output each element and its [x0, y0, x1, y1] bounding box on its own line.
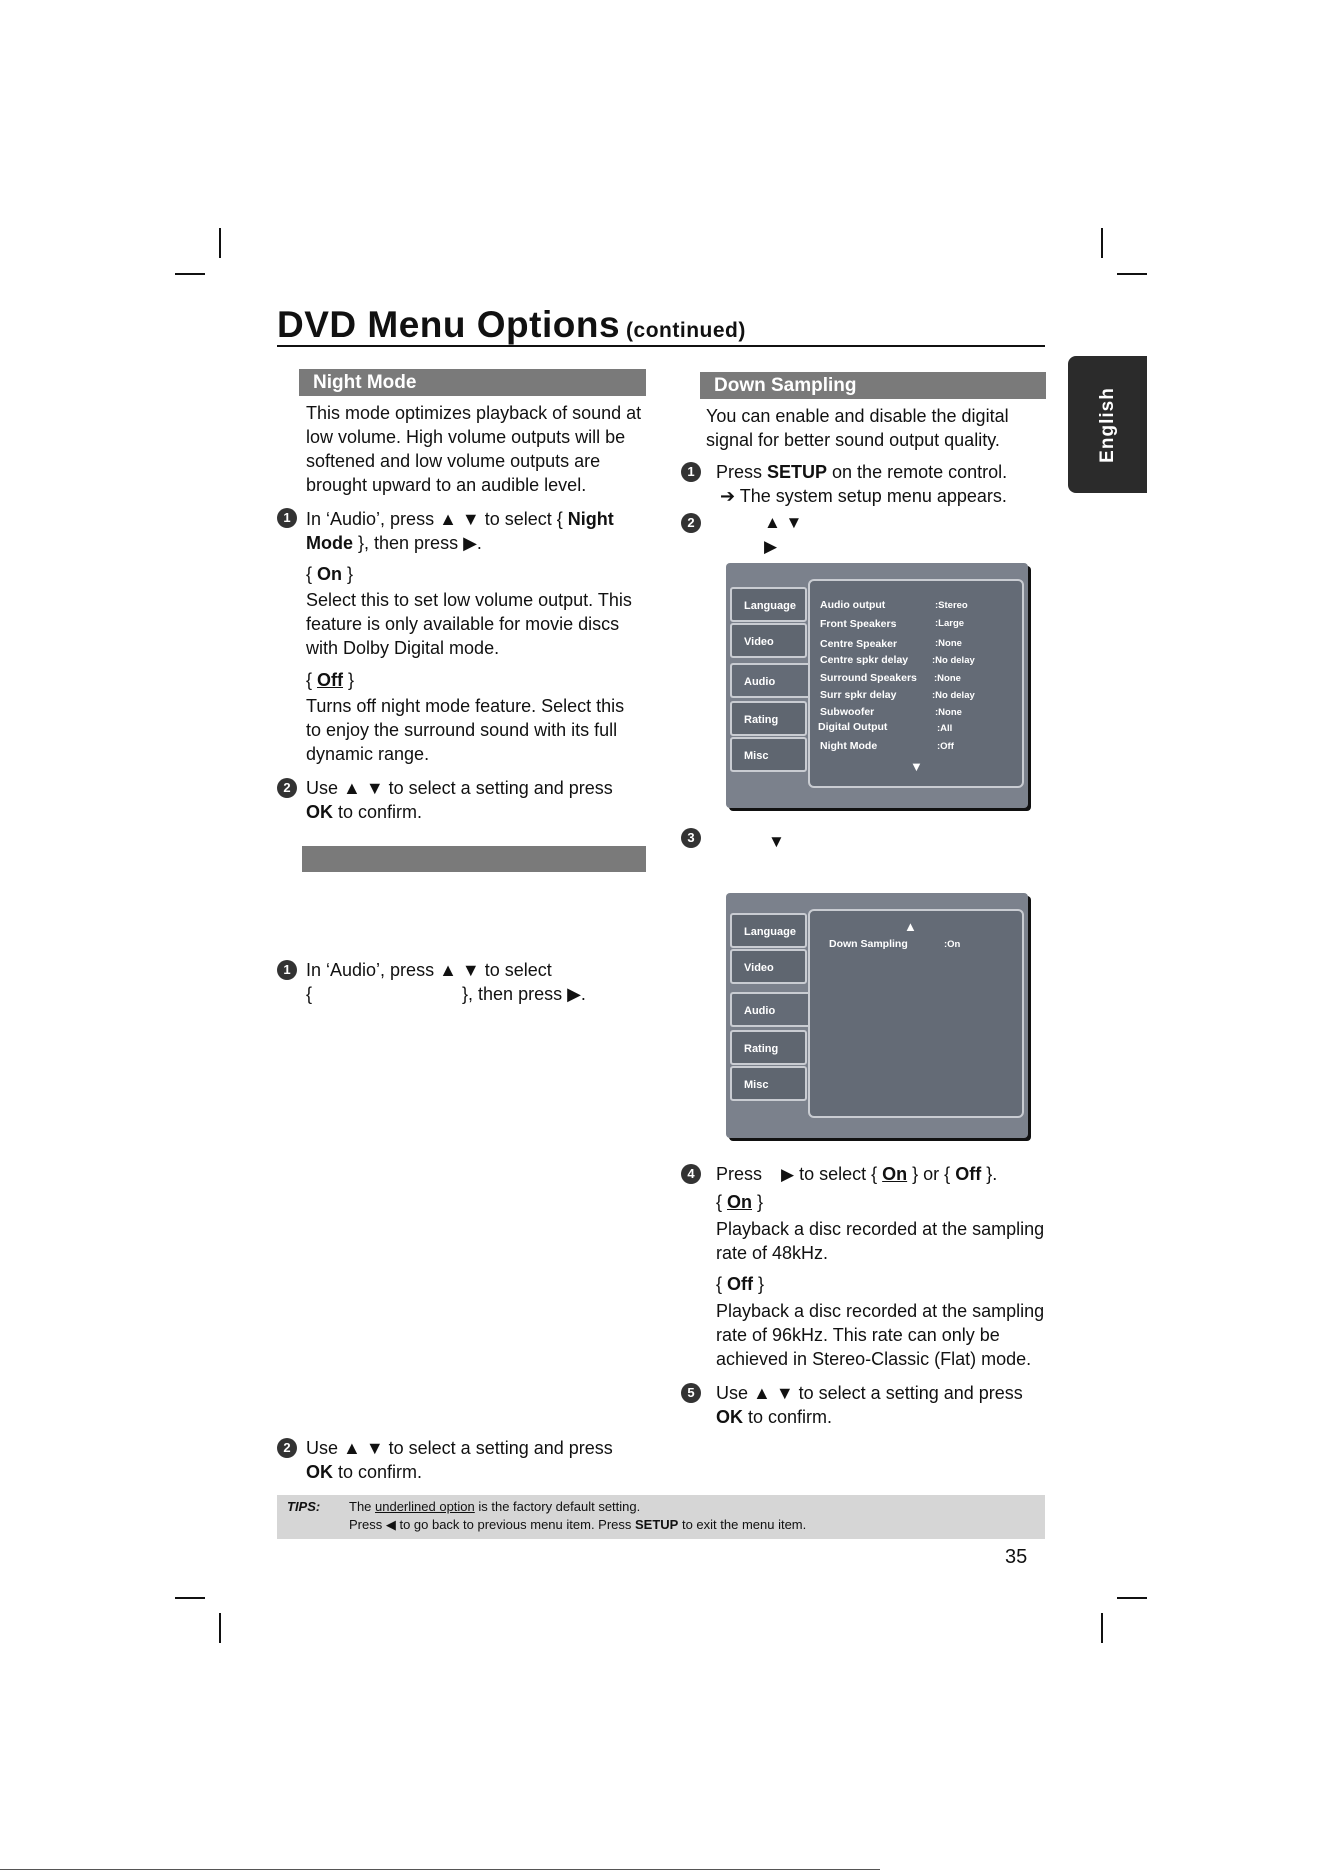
- menu-item-value: :No delay: [932, 690, 975, 701]
- menu-item-label[interactable]: Centre spkr delay: [820, 654, 909, 666]
- menu-item-label[interactable]: Centre Speaker: [820, 638, 898, 650]
- menu-item-label[interactable]: Night Mode: [820, 740, 878, 752]
- down-sampling-on-desc: Playback a disc recorded at the sampling rate of 48kHz.: [716, 1219, 1045, 1263]
- menu-tab-language[interactable]: Language: [730, 587, 807, 622]
- section-heading-bar: [302, 846, 646, 872]
- menu-item-value: :None: [934, 673, 961, 684]
- crop-mark: [1117, 1597, 1147, 1599]
- step-number: 5: [681, 1383, 701, 1403]
- step2-arrows: ▲ ▼: [764, 513, 803, 532]
- step-number: 2: [681, 513, 701, 533]
- down-sampling-heading: Down Sampling: [700, 372, 1046, 399]
- menu-item-label[interactable]: Digital Output: [818, 721, 888, 733]
- step-number: 1: [681, 462, 701, 482]
- scroll-up-arrow-icon[interactable]: ▲: [904, 919, 917, 934]
- menu-tab-misc[interactable]: Misc: [730, 737, 807, 772]
- menu-item-label[interactable]: Subwoofer: [820, 706, 875, 718]
- crop-mark: [219, 228, 221, 258]
- menu-item-value: :None: [935, 707, 962, 718]
- night-mode-intro: This mode optimizes playback of sound at low volume. High volume outputs will be softened and low volume outputs are brought upward to an audible level.: [306, 403, 642, 495]
- menu-item-label[interactable]: Down Sampling: [829, 938, 908, 950]
- menu-item-value: :None: [935, 638, 962, 649]
- night-mode-on-option: { On }: [306, 564, 354, 584]
- down-sampling-step5: Use ▲ ▼ to select a setting and press OK to confirm.: [716, 1383, 1023, 1427]
- menu-item-value: :All: [937, 723, 953, 734]
- setup-menu-screen-down-sampling: [726, 893, 1028, 1138]
- crop-mark: [175, 1597, 205, 1599]
- tips-line-2: Press ◀ to go back to previous menu item. Press SETUP to exit the menu item.: [349, 1517, 807, 1532]
- night-mode-on-desc: Select this to set low volume output. This feature is only available for movie discs with Dolby Digital mode.: [306, 590, 632, 658]
- menu-tab-rating[interactable]: Rating: [730, 701, 807, 736]
- menu-tab-video[interactable]: Video: [730, 623, 807, 658]
- language-side-tab: English: [1068, 356, 1147, 493]
- step3-arrow: ▼: [768, 832, 785, 851]
- menu-tab-audio[interactable]: Audio: [730, 992, 812, 1027]
- down-sampling-intro: You can enable and disable the digital signal for better sound output quality.: [706, 406, 1009, 450]
- menu-item-value: :Off: [937, 741, 954, 752]
- step-number: 3: [681, 828, 701, 848]
- setup-menu-screen-audio: [726, 563, 1028, 808]
- page-number: 35: [1005, 1546, 1028, 1568]
- night-mode-heading: Night Mode: [299, 369, 646, 396]
- step2-right-arrow: ▶: [764, 537, 778, 556]
- menu-tab-video[interactable]: Video: [730, 949, 807, 984]
- section2-step2: Use ▲ ▼ to select a setting and press OK to confirm.: [306, 1438, 613, 1482]
- step-number: 1: [277, 508, 297, 528]
- menu-item-label[interactable]: Surround Speakers: [820, 672, 917, 684]
- menu-item-label[interactable]: Audio output: [820, 599, 886, 611]
- step-number: 2: [277, 1438, 297, 1458]
- tips-line-1: The underlined option is the factory default setting.: [349, 1499, 641, 1514]
- night-mode-step1: In ‘Audio’, press ▲ ▼ to select { Night Mode }, then press ▶.: [306, 509, 614, 553]
- page-bottom-rule: [0, 1869, 880, 1870]
- crop-mark: [175, 273, 205, 275]
- page-title: DVD Menu Options (continued): [277, 304, 746, 345]
- down-sampling-off-desc: Playback a disc recorded at the sampling rate of 96kHz. This rate can only be achieved in Stereo-Classic (Flat) mode.: [716, 1301, 1045, 1369]
- menu-item-value: :Large: [935, 618, 965, 629]
- scroll-down-arrow-icon[interactable]: ▼: [910, 759, 923, 774]
- down-sampling-off-option: { Off }: [716, 1274, 765, 1294]
- down-sampling-step4: Press ▶ to select { On } or { Off }.: [716, 1164, 998, 1184]
- crop-mark: [1101, 228, 1103, 258]
- menu-tab-audio[interactable]: Audio: [730, 663, 812, 698]
- crop-mark: [1101, 1613, 1103, 1643]
- tips-box: [277, 1495, 1045, 1539]
- menu-item-label[interactable]: Front Speakers: [820, 618, 897, 630]
- menu-item-value: :Stereo: [935, 600, 968, 611]
- night-mode-off-option: { Off }: [306, 670, 355, 690]
- menu-item-label[interactable]: Surr spkr delay: [820, 689, 897, 701]
- night-mode-off-desc: Turns off night mode feature. Select this to enjoy the surround sound with its full dynamic range.: [306, 696, 625, 764]
- step-number: 1: [277, 960, 297, 980]
- down-sampling-step1: Press SETUP on the remote control. ➔ The system setup menu appears.: [716, 462, 1008, 506]
- step-number: 4: [681, 1164, 701, 1184]
- down-sampling-on-option: { On }: [716, 1192, 764, 1212]
- menu-item-value: :No delay: [932, 655, 975, 666]
- page-title-suffix: (continued): [626, 319, 746, 342]
- menu-tab-rating[interactable]: Rating: [730, 1030, 807, 1065]
- title-rule: [277, 345, 1045, 347]
- crop-mark: [1117, 273, 1147, 275]
- section2-step1: In ‘Audio’, press ▲ ▼ to select { }, then press ▶.: [306, 960, 586, 1004]
- step-number: 2: [277, 778, 297, 798]
- night-mode-step2: Use ▲ ▼ to select a setting and press OK to confirm.: [306, 778, 613, 822]
- tips-label: TIPS:: [287, 1499, 321, 1514]
- crop-mark: [219, 1613, 221, 1643]
- menu-item-value: :On: [944, 939, 961, 950]
- menu-tab-language[interactable]: Language: [730, 913, 807, 948]
- menu-tab-misc[interactable]: Misc: [730, 1066, 807, 1101]
